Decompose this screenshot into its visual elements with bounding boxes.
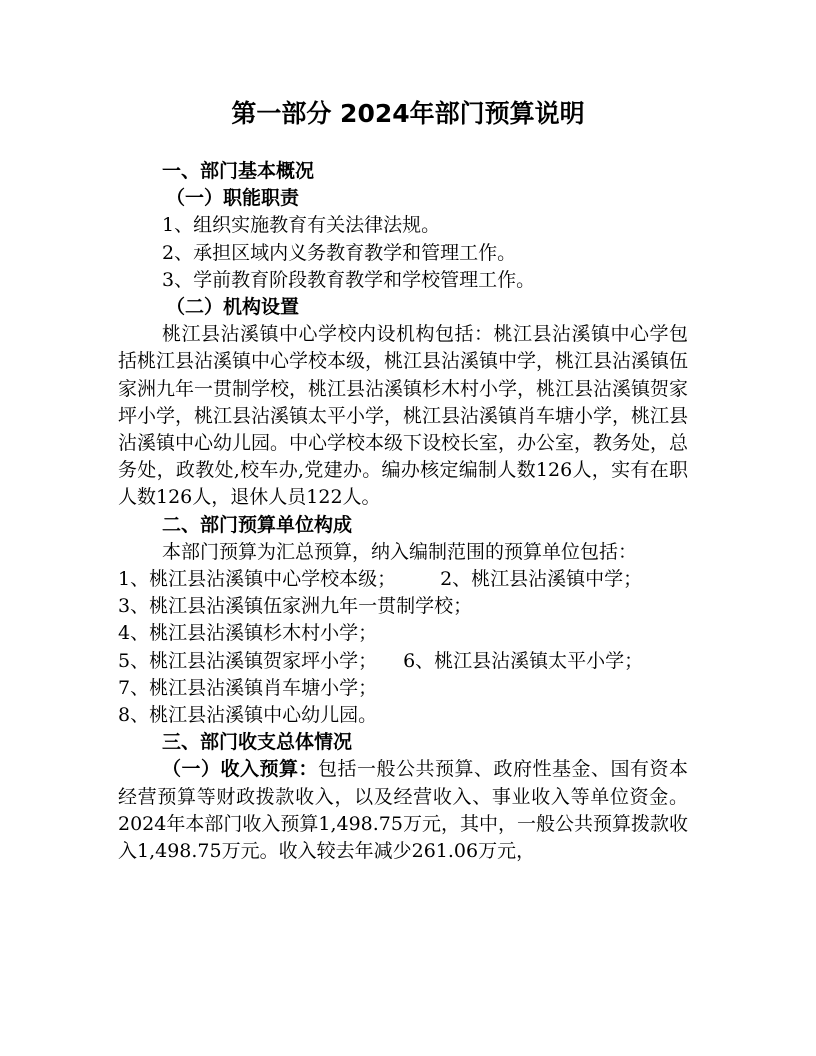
section-heading-revenue-expenditure: 三、部门收支总体情况: [162, 731, 353, 754]
section-heading-budget-units: 二、部门预算单位构成: [162, 513, 353, 536]
subsection-heading-functions: （一）职能职责: [166, 187, 300, 210]
organization-paragraph: 桃江县沾溪镇中心学校内设机构包括：桃江县沾溪镇中心学包括桃江县沾溪镇中心学校本级，桃江县沾溪镇中学，桃江县沾溪镇伍家洲九年一贯制学校，桃江县沾溪镇杉木村小学，桃江县沾溪镇贺家坪小学，桃江县沾溪镇太平小学，桃江县沾溪镇肖车塘小学，桃江县沾溪镇中心幼儿园。中心学校本级下设校长室，办公室，教务处，总务处，政教处,校车办,党建办。编办核定编制人数126人，实有在职人数126人，退休人员122人。: [118, 323, 689, 509]
revenue-budget-text: 包括一般公共预算、政府性基金、国有资本经营预算等财政拨款收入，以及经营收入、事业收入等单位资金。2024年本部门收入预算1,498.75万元，其中，一般公共预算拨款收入1,498.75万元。收入较去年减少261.06万元，: [118, 758, 688, 863]
list-item: 7、桃江县沾溪镇肖车塘小学；: [118, 676, 378, 699]
budget-unit-row: [118, 648, 688, 675]
list-item: 1、组织实施教育有关法律法规。: [162, 214, 441, 237]
list-item: 6、桃江县沾溪镇太平小学；: [403, 649, 644, 672]
page-title: 第一部分 2024年部门预算说明: [231, 99, 585, 128]
document-body: [118, 158, 688, 865]
budget-units-intro: 本部门预算为汇总预算，纳入编制范围的预算单位包括：: [162, 540, 638, 563]
list-item: 3、桃江县沾溪镇伍家洲九年一贯制学校；: [118, 595, 473, 618]
list-item: 3、学前教育阶段教育教学和学校管理工作。: [162, 268, 536, 291]
budget-unit-row: [118, 566, 688, 593]
revenue-budget-label: （一）收入预算：: [162, 758, 318, 781]
subsection-heading-organization: （二）机构设置: [166, 296, 300, 319]
list-item: 2、承担区域内义务教育教学和管理工作。: [162, 241, 517, 264]
list-item: 8、桃江县沾溪镇中心幼儿园。: [118, 704, 378, 727]
list-item: 5、桃江县沾溪镇贺家坪小学；: [118, 649, 378, 672]
section-heading-basic-overview: 一、部门基本概况: [162, 160, 315, 182]
revenue-budget-paragraph: [118, 756, 688, 865]
list-item: 2、桃江县沾溪镇中学；: [440, 568, 643, 591]
list-item: 1、桃江县沾溪镇中心学校本级；: [118, 568, 397, 591]
list-item: 4、桃江县沾溪镇杉木村小学；: [118, 622, 378, 645]
